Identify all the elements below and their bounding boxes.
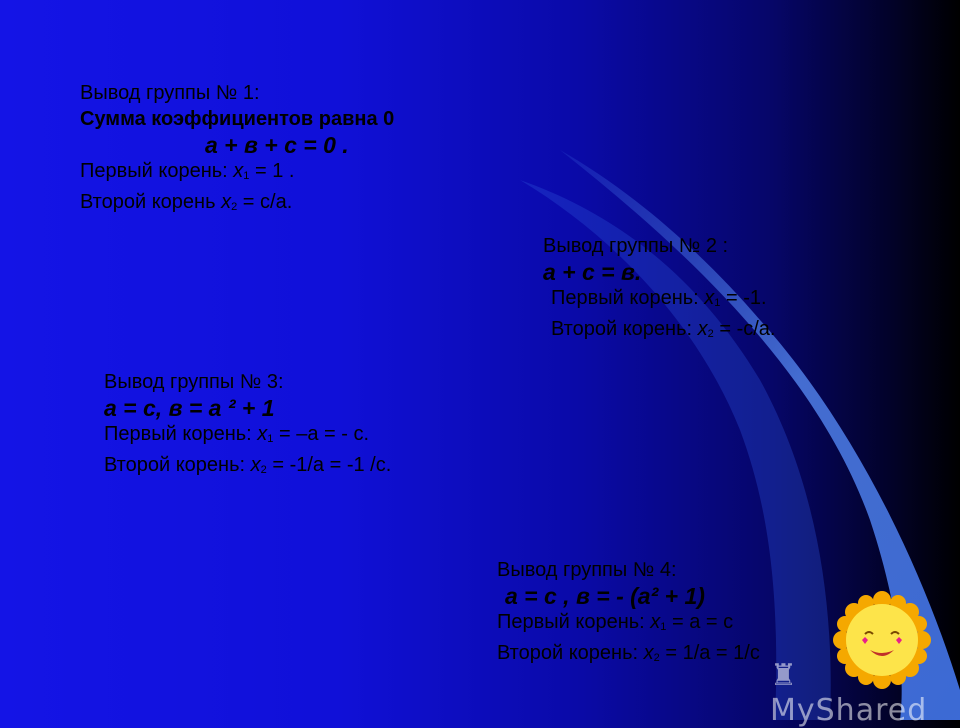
root-index: 1	[660, 621, 667, 633]
root-index: 1	[714, 297, 721, 309]
root-variable: x	[250, 454, 261, 476]
group-2-conclusion	[543, 233, 775, 347]
group-1-subtitle: Сумма коэффициентов равна 0	[80, 108, 395, 130]
root-label: Второй корень:	[104, 454, 246, 476]
group-4-title: Вывод группы № 4:	[497, 559, 677, 581]
group-3-root-2	[104, 452, 391, 483]
root-index: 2	[231, 201, 238, 213]
root-value: = -с/а.	[719, 318, 776, 340]
group-1-title: Вывод группы № 1:	[80, 82, 260, 104]
root-label: Первый корень:	[80, 160, 228, 182]
root-index: 2	[260, 464, 267, 476]
root-value: = -1/а = -1 /с.	[272, 454, 392, 476]
root-variable: x	[704, 287, 715, 309]
group-2-formula: а + с = в.	[543, 259, 642, 285]
root-label: Первый корень:	[104, 423, 252, 445]
root-value: = -1.	[725, 287, 767, 309]
root-variable: x	[643, 642, 654, 664]
watermark-text: MyShared	[770, 693, 928, 728]
root-label: Второй корень:	[551, 318, 693, 340]
group-2-root-1	[543, 285, 775, 316]
group-1-root-2	[80, 189, 394, 220]
group-3-conclusion	[104, 369, 391, 483]
root-index: 2	[653, 652, 660, 664]
group-1-formula: а + в + с = 0 .	[205, 132, 349, 158]
group-3-formula: а = с, в = а ² + 1	[104, 395, 275, 421]
root-value: = 1/а = 1/с	[665, 642, 760, 664]
root-label: Первый корень:	[551, 287, 699, 309]
root-value: = 1 .	[254, 160, 295, 182]
group-4-root-2	[497, 640, 760, 671]
root-label: Второй корень	[80, 191, 216, 213]
group-4-conclusion	[497, 557, 760, 671]
group-3-root-1	[104, 421, 391, 452]
root-variable: x	[221, 191, 232, 213]
group-2-title: Вывод группы № 2 :	[543, 235, 729, 257]
root-label: Второй корень:	[497, 642, 639, 664]
root-index: 2	[707, 328, 714, 340]
root-value: = а = с	[671, 611, 734, 633]
watermark-logo	[770, 658, 960, 728]
root-value: = –а = - с.	[278, 423, 370, 445]
group-1-root-1	[80, 158, 394, 189]
group-1-conclusion	[80, 80, 394, 220]
root-variable: x	[257, 423, 268, 445]
root-variable: x	[650, 611, 661, 633]
group-3-title: Вывод группы № 3:	[104, 371, 284, 393]
group-4-root-1	[497, 609, 760, 640]
group-4-formula: а = с , в = - (а² + 1)	[505, 583, 705, 609]
root-value: = с/а.	[242, 191, 293, 213]
root-index: 1	[243, 170, 250, 182]
root-variable: x	[697, 318, 708, 340]
root-variable: x	[233, 160, 244, 182]
watermark-logo-icon: ♜	[770, 658, 798, 693]
root-label: Первый корень:	[497, 611, 645, 633]
group-2-root-2	[543, 316, 775, 347]
root-index: 1	[267, 433, 274, 445]
